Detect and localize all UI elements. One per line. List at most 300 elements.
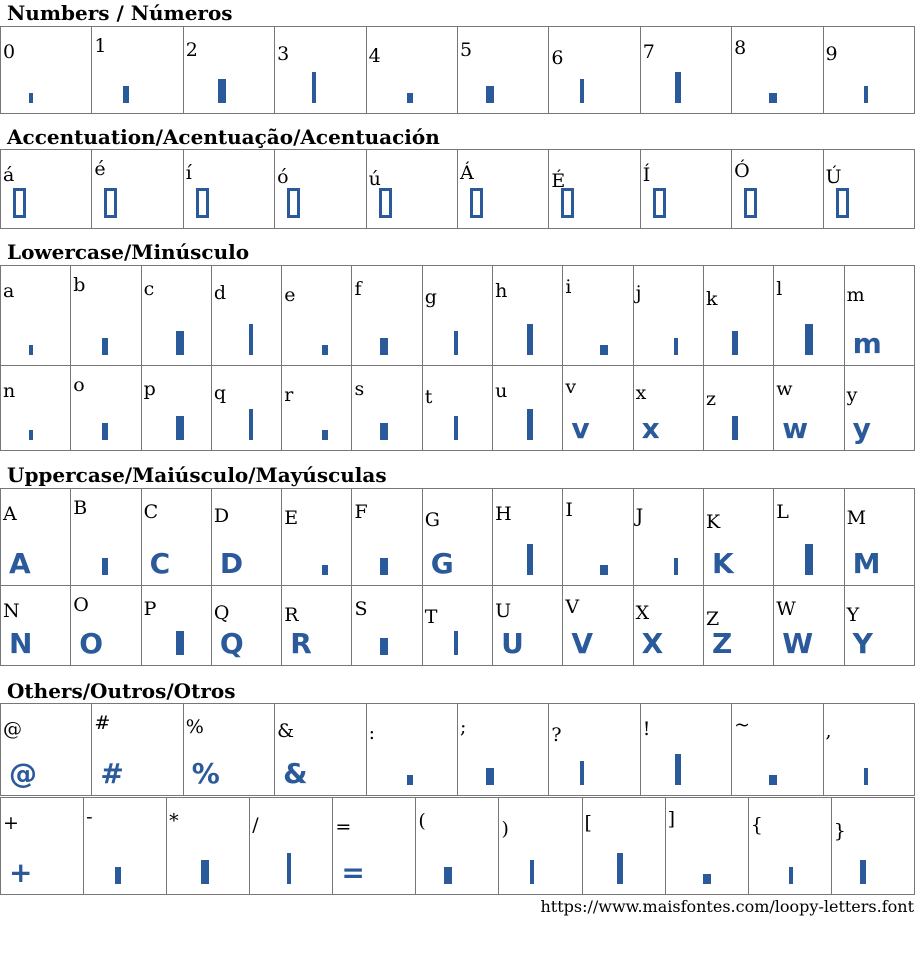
glyph-cell bbox=[282, 266, 352, 366]
character-label: ] bbox=[667, 808, 676, 830]
glyph-fragment bbox=[466, 75, 494, 103]
font-glyph: G bbox=[430, 547, 454, 580]
glyph-fragment-stroke bbox=[789, 867, 793, 884]
glyph-fragment-stroke bbox=[454, 331, 458, 355]
glyph-fragment bbox=[175, 856, 209, 884]
font-glyph: @ bbox=[9, 757, 37, 790]
glyph-cell bbox=[1, 489, 71, 586]
glyph-cell bbox=[211, 489, 281, 586]
missing-glyph-box bbox=[836, 188, 849, 218]
glyph-cell bbox=[84, 798, 167, 895]
glyph-fragment bbox=[192, 75, 226, 103]
character-label: B bbox=[73, 497, 88, 519]
glyph-fragment bbox=[150, 327, 184, 355]
glyph-fragment bbox=[375, 75, 413, 103]
character-label: 4 bbox=[368, 45, 381, 67]
font-glyph: A bbox=[9, 547, 31, 580]
glyph-cell bbox=[71, 366, 141, 451]
character-label: + bbox=[3, 812, 19, 834]
character-label: Z bbox=[705, 608, 720, 630]
glyph-cell bbox=[1, 704, 92, 796]
character-label: ! bbox=[642, 718, 651, 740]
lowercase-grid bbox=[0, 265, 915, 451]
section-title-numbers: Numbers / Números bbox=[7, 1, 233, 25]
missing-glyph-box bbox=[561, 188, 574, 218]
missing-glyph-rect bbox=[744, 188, 757, 218]
character-label: G bbox=[424, 509, 440, 531]
glyph-cell bbox=[183, 27, 274, 114]
font-glyph: U bbox=[501, 627, 524, 660]
glyph-cell bbox=[71, 489, 141, 586]
glyph-cell bbox=[352, 366, 422, 451]
glyph-fragment-stroke bbox=[102, 338, 108, 355]
character-label: { bbox=[750, 814, 763, 836]
glyph-cell bbox=[732, 704, 823, 796]
glyph-fragment-stroke bbox=[312, 72, 316, 103]
glyph-cell bbox=[844, 586, 914, 666]
glyph-fragment bbox=[466, 757, 494, 785]
glyph-row bbox=[1, 150, 915, 229]
character-label: H bbox=[495, 503, 512, 525]
character-label: A bbox=[3, 503, 17, 525]
character-label: é bbox=[94, 158, 106, 180]
glyph-fragment bbox=[674, 856, 711, 884]
character-label: M bbox=[846, 507, 867, 529]
glyph-fragment-stroke bbox=[486, 86, 494, 103]
character-label: k bbox=[705, 288, 718, 310]
glyph-fragment-stroke bbox=[675, 754, 681, 785]
glyph-fragment-stroke bbox=[407, 775, 413, 785]
glyph-fragment bbox=[591, 856, 623, 884]
uppercase-grid bbox=[0, 488, 915, 666]
glyph-cell bbox=[774, 366, 844, 451]
character-label: R bbox=[284, 604, 299, 626]
glyph-fragment-stroke bbox=[600, 565, 608, 575]
character-label: u bbox=[495, 380, 508, 402]
glyph-fragment-stroke bbox=[380, 338, 388, 355]
character-label: Ó bbox=[734, 160, 750, 182]
character-label: = bbox=[335, 816, 352, 838]
glyph-cell bbox=[250, 798, 333, 895]
glyph-cell bbox=[282, 489, 352, 586]
glyph-cell bbox=[211, 366, 281, 451]
glyph-cell bbox=[92, 150, 183, 229]
glyph-cell bbox=[167, 798, 250, 895]
glyph-cell bbox=[1, 586, 71, 666]
glyph-fragment bbox=[360, 547, 388, 575]
glyph-fragment bbox=[283, 75, 316, 103]
glyph-cell bbox=[823, 27, 914, 114]
character-label: á bbox=[3, 164, 15, 186]
glyph-row bbox=[1, 586, 915, 666]
glyph-cell bbox=[457, 150, 548, 229]
glyph-fragment bbox=[79, 547, 108, 575]
missing-glyph-rect bbox=[196, 188, 209, 218]
glyph-fragment-stroke bbox=[380, 558, 388, 575]
glyph-fragment-stroke bbox=[864, 768, 868, 785]
glyph-cell bbox=[352, 489, 422, 586]
missing-glyph-box bbox=[196, 188, 209, 218]
glyph-cell bbox=[549, 27, 640, 114]
glyph-cell bbox=[493, 366, 563, 451]
font-glyph: = bbox=[341, 856, 365, 889]
glyph-fragment-stroke bbox=[249, 324, 253, 355]
glyph-fragment-stroke bbox=[322, 345, 328, 355]
glyph-fragment bbox=[832, 75, 868, 103]
glyph-fragment bbox=[642, 547, 678, 575]
glyph-cell bbox=[844, 366, 914, 451]
glyph-fragment-stroke bbox=[675, 72, 681, 103]
font-glyph: K bbox=[711, 547, 734, 580]
character-label: E bbox=[284, 507, 299, 529]
glyph-fragment bbox=[150, 627, 184, 655]
character-label: p bbox=[143, 378, 156, 400]
glyph-fragment bbox=[92, 856, 121, 884]
font-glyph: + bbox=[9, 856, 33, 889]
character-label: F bbox=[354, 501, 368, 523]
character-label: * bbox=[169, 810, 179, 832]
glyph-fragment bbox=[649, 75, 681, 103]
character-label: 6 bbox=[551, 47, 564, 69]
glyph-fragment-stroke bbox=[249, 409, 253, 440]
glyph-fragment bbox=[290, 327, 328, 355]
glyph-cell bbox=[774, 489, 844, 586]
character-label: Y bbox=[846, 604, 860, 626]
character-label: } bbox=[833, 820, 846, 842]
character-label: 2 bbox=[185, 39, 198, 61]
glyph-fragment bbox=[431, 327, 458, 355]
character-label: 1 bbox=[94, 35, 107, 57]
glyph-fragment bbox=[840, 856, 866, 884]
character-label: m bbox=[846, 284, 865, 306]
glyph-cell bbox=[352, 586, 422, 666]
glyph-cell bbox=[183, 150, 274, 229]
glyph-fragment-stroke bbox=[407, 93, 413, 103]
glyph-fragment bbox=[360, 627, 388, 655]
glyph-cell bbox=[823, 704, 914, 796]
glyph-cell bbox=[416, 798, 499, 895]
character-label: 5 bbox=[459, 39, 473, 61]
font-glyph: & bbox=[283, 757, 308, 790]
font-glyph: X bbox=[641, 627, 664, 660]
glyph-cell bbox=[549, 704, 640, 796]
glyph-cell bbox=[457, 27, 548, 114]
glyph-fragment-stroke bbox=[454, 416, 458, 440]
glyph-fragment bbox=[740, 75, 777, 103]
glyph-fragment bbox=[79, 327, 108, 355]
glyph-cell bbox=[352, 266, 422, 366]
glyph-cell bbox=[665, 798, 748, 895]
character-label: - bbox=[86, 806, 93, 828]
glyph-cell bbox=[563, 366, 633, 451]
section-title-accents: Accentuation/Acentuação/Acentuación bbox=[7, 125, 440, 149]
character-label: : bbox=[368, 722, 375, 744]
glyph-fragment-stroke bbox=[864, 86, 868, 103]
character-label: & bbox=[277, 720, 295, 742]
font-glyph: N bbox=[9, 627, 33, 660]
glyph-fragment-stroke bbox=[732, 416, 738, 440]
missing-glyph-box bbox=[379, 188, 392, 218]
glyph-cell bbox=[563, 586, 633, 666]
glyph-cell bbox=[831, 798, 914, 895]
font-glyph: W bbox=[782, 627, 814, 660]
glyph-cell bbox=[493, 586, 563, 666]
font-glyph: V bbox=[571, 627, 594, 660]
glyph-fragment-stroke bbox=[617, 853, 623, 884]
character-label: / bbox=[252, 814, 259, 836]
glyph-fragment-stroke bbox=[444, 867, 452, 884]
section-title-others: Others/Outros/Otros bbox=[7, 679, 236, 703]
glyph-cell bbox=[366, 704, 457, 796]
character-label: r bbox=[284, 384, 294, 406]
numbers-grid bbox=[0, 26, 915, 114]
glyph-cell bbox=[275, 704, 366, 796]
glyph-row bbox=[1, 704, 915, 796]
glyph-cell bbox=[563, 266, 633, 366]
glyph-fragment-stroke bbox=[805, 324, 813, 355]
character-label: V bbox=[565, 596, 580, 618]
missing-glyph-box bbox=[287, 188, 300, 218]
glyph-fragment-stroke bbox=[287, 853, 291, 884]
glyph-fragment bbox=[571, 327, 608, 355]
glyph-fragment bbox=[501, 412, 533, 440]
character-label: d bbox=[213, 282, 227, 304]
glyph-cell bbox=[1, 798, 84, 895]
glyph-fragment-stroke bbox=[703, 874, 711, 884]
missing-glyph-rect bbox=[836, 188, 849, 218]
glyph-cell bbox=[844, 489, 914, 586]
glyph-fragment-stroke bbox=[123, 86, 129, 103]
font-glyph: R bbox=[290, 627, 312, 660]
character-label: í bbox=[185, 162, 192, 184]
font-glyph: # bbox=[100, 757, 124, 790]
glyph-cell bbox=[422, 586, 492, 666]
character-label: Á bbox=[459, 162, 474, 184]
missing-glyph-rect bbox=[653, 188, 666, 218]
glyph-fragment bbox=[740, 757, 777, 785]
character-label: S bbox=[354, 598, 368, 620]
glyph-fragment-stroke bbox=[380, 638, 388, 655]
font-glyph: v bbox=[571, 412, 590, 445]
glyph-fragment-stroke bbox=[580, 761, 584, 785]
glyph-cell bbox=[633, 266, 703, 366]
glyph-fragment-stroke bbox=[218, 79, 226, 103]
glyph-fragment bbox=[782, 327, 813, 355]
character-label: e bbox=[284, 284, 296, 306]
glyph-cell bbox=[1, 366, 71, 451]
missing-glyph-box bbox=[653, 188, 666, 218]
missing-glyph-rect bbox=[561, 188, 574, 218]
missing-glyph-rect bbox=[470, 188, 483, 218]
glyph-fragment bbox=[9, 327, 33, 355]
font-glyph: w bbox=[782, 412, 809, 445]
glyph-fragment bbox=[782, 547, 813, 575]
font-glyph: y bbox=[852, 412, 871, 445]
glyph-cell bbox=[640, 704, 731, 796]
glyph-fragment-stroke bbox=[29, 93, 33, 103]
character-label: 0 bbox=[3, 41, 16, 63]
glyph-fragment bbox=[375, 757, 413, 785]
glyph-cell bbox=[71, 586, 141, 666]
font-glyph: x bbox=[641, 412, 660, 445]
glyph-cell bbox=[92, 27, 183, 114]
missing-glyph-rect bbox=[104, 188, 117, 218]
glyph-cell bbox=[141, 266, 211, 366]
character-label: U bbox=[495, 600, 512, 622]
glyph-fragment bbox=[258, 856, 291, 884]
font-glyph: C bbox=[149, 547, 171, 580]
glyph-cell bbox=[823, 150, 914, 229]
font-glyph: % bbox=[191, 757, 220, 790]
glyph-fragment-stroke bbox=[29, 430, 33, 440]
character-label: a bbox=[3, 280, 15, 302]
character-label: h bbox=[495, 280, 508, 302]
character-label: t bbox=[424, 386, 433, 408]
character-label: ; bbox=[459, 716, 467, 738]
character-label: ú bbox=[368, 168, 381, 190]
character-label: b bbox=[73, 274, 86, 296]
glyph-fragment-stroke bbox=[674, 338, 678, 355]
glyph-cell bbox=[141, 366, 211, 451]
section-title-lowercase: Lowercase/Minúsculo bbox=[7, 240, 250, 264]
character-label: ? bbox=[551, 724, 562, 746]
glyph-cell bbox=[703, 489, 773, 586]
glyph-cell bbox=[549, 150, 640, 229]
glyph-fragment bbox=[220, 412, 253, 440]
glyph-cell bbox=[275, 150, 366, 229]
font-glyph: D bbox=[219, 547, 244, 580]
character-label: y bbox=[846, 384, 858, 406]
glyph-fragment-stroke bbox=[454, 631, 458, 655]
missing-glyph-rect bbox=[379, 188, 392, 218]
others-grid-2 bbox=[0, 797, 915, 895]
font-glyph: Q bbox=[219, 627, 244, 660]
character-label: L bbox=[776, 501, 789, 523]
character-label: n bbox=[3, 380, 16, 402]
character-label: D bbox=[213, 505, 230, 527]
character-label: w bbox=[776, 378, 793, 400]
glyph-fragment bbox=[757, 856, 793, 884]
character-label: É bbox=[551, 170, 566, 192]
glyph-cell bbox=[844, 266, 914, 366]
glyph-cell bbox=[1, 27, 92, 114]
glyph-fragment bbox=[100, 75, 129, 103]
character-label: Ú bbox=[825, 166, 842, 188]
glyph-fragment bbox=[150, 412, 184, 440]
glyph-fragment-stroke bbox=[176, 631, 184, 655]
character-label: X bbox=[635, 602, 650, 624]
glyph-cell bbox=[183, 704, 274, 796]
font-glyph: M bbox=[852, 547, 881, 580]
glyph-row bbox=[1, 366, 915, 451]
glyph-fragment bbox=[9, 75, 33, 103]
glyph-row bbox=[1, 27, 915, 114]
character-label: Í bbox=[642, 164, 651, 186]
glyph-fragment bbox=[557, 757, 584, 785]
character-label: , bbox=[825, 720, 832, 742]
character-label: c bbox=[143, 278, 155, 300]
glyph-fragment-stroke bbox=[201, 860, 209, 884]
glyph-cell bbox=[282, 366, 352, 451]
glyph-fragment bbox=[9, 412, 33, 440]
glyph-cell bbox=[422, 266, 492, 366]
glyph-fragment bbox=[712, 412, 738, 440]
glyph-cell bbox=[748, 798, 831, 895]
missing-glyph-box bbox=[13, 188, 26, 218]
glyph-fragment-stroke bbox=[486, 768, 494, 785]
glyph-row bbox=[1, 266, 915, 366]
glyph-cell bbox=[275, 27, 366, 114]
missing-glyph-rect bbox=[287, 188, 300, 218]
missing-glyph-box bbox=[104, 188, 117, 218]
glyph-fragment-stroke bbox=[860, 860, 866, 884]
character-label: f bbox=[354, 278, 362, 300]
glyph-fragment-stroke bbox=[380, 423, 388, 440]
character-label: q bbox=[213, 382, 227, 404]
others-grid-1 bbox=[0, 703, 915, 796]
glyph-cell bbox=[366, 27, 457, 114]
character-label: 3 bbox=[277, 43, 290, 65]
character-label: O bbox=[73, 594, 89, 616]
glyph-cell bbox=[563, 489, 633, 586]
glyph-fragment bbox=[79, 412, 108, 440]
glyph-cell bbox=[499, 798, 582, 895]
glyph-cell bbox=[211, 266, 281, 366]
section-title-uppercase: Uppercase/Maiúsculo/Mayúsculas bbox=[7, 463, 387, 487]
glyph-fragment bbox=[290, 547, 328, 575]
glyph-fragment-stroke bbox=[530, 860, 534, 884]
glyph-fragment-stroke bbox=[176, 416, 184, 440]
glyph-fragment bbox=[501, 327, 533, 355]
character-label: s bbox=[354, 378, 365, 400]
glyph-cell bbox=[1, 150, 92, 229]
glyph-cell bbox=[633, 586, 703, 666]
glyph-cell bbox=[457, 704, 548, 796]
glyph-cell bbox=[282, 586, 352, 666]
character-label: I bbox=[565, 499, 573, 521]
glyph-fragment bbox=[431, 412, 458, 440]
glyph-cell bbox=[774, 586, 844, 666]
glyph-fragment-stroke bbox=[29, 345, 33, 355]
character-label: ó bbox=[277, 166, 289, 188]
glyph-row bbox=[1, 489, 915, 586]
character-label: # bbox=[94, 712, 111, 734]
glyph-cell bbox=[141, 586, 211, 666]
glyph-cell bbox=[493, 489, 563, 586]
character-label: i bbox=[565, 276, 572, 298]
glyph-cell bbox=[1, 266, 71, 366]
glyph-cell bbox=[141, 489, 211, 586]
glyph-fragment-stroke bbox=[674, 558, 678, 575]
character-label: z bbox=[705, 388, 716, 410]
glyph-cell bbox=[703, 266, 773, 366]
glyph-fragment bbox=[649, 757, 681, 785]
font-glyph: Z bbox=[711, 627, 733, 660]
glyph-fragment-stroke bbox=[527, 324, 533, 355]
glyph-fragment-stroke bbox=[102, 558, 108, 575]
glyph-fragment-stroke bbox=[805, 544, 813, 575]
glyph-fragment-stroke bbox=[102, 423, 108, 440]
character-label: N bbox=[3, 600, 20, 622]
glyph-cell bbox=[732, 150, 823, 229]
glyph-cell bbox=[582, 798, 665, 895]
character-label: 8 bbox=[734, 37, 747, 59]
character-label: C bbox=[143, 501, 159, 523]
glyph-fragment-stroke bbox=[527, 409, 533, 440]
glyph-fragment-stroke bbox=[322, 565, 328, 575]
character-label: ) bbox=[501, 818, 509, 840]
glyph-cell bbox=[703, 586, 773, 666]
